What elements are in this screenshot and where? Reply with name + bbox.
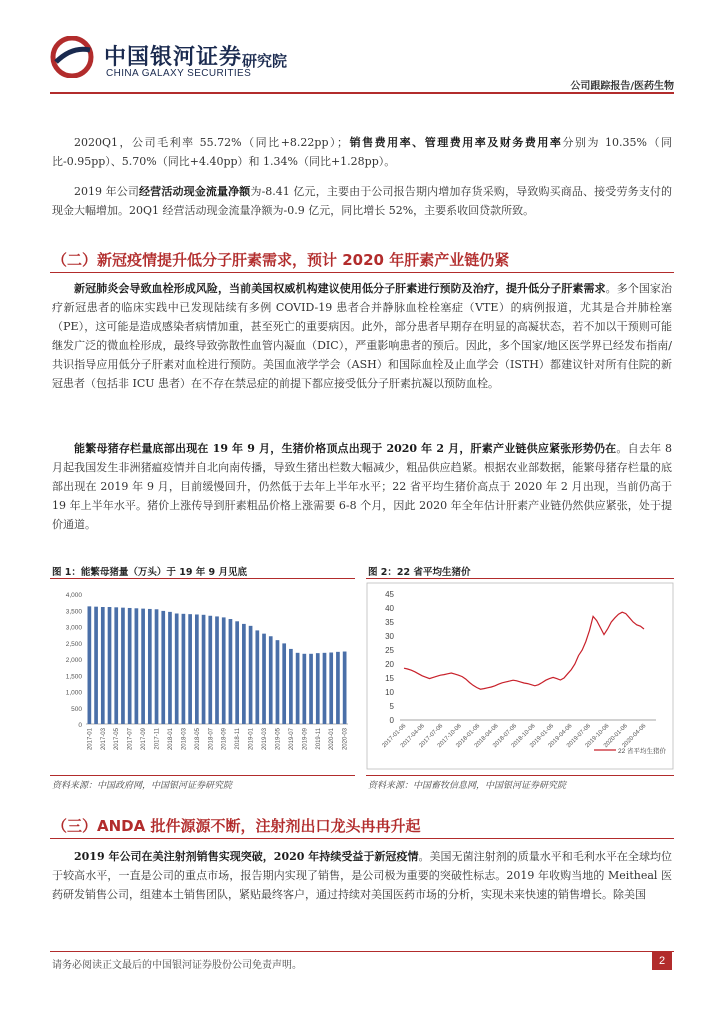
x-tick-label: 2019-10-06 — [584, 723, 611, 750]
bar — [323, 653, 327, 724]
y-tick-label: 2,500 — [65, 640, 82, 648]
bar — [336, 652, 340, 724]
y-tick-label: 35 — [385, 618, 394, 627]
bar — [101, 607, 105, 724]
report-category: 公司跟踪报告/医药生物 — [570, 81, 674, 92]
y-tick-label: 4,000 — [65, 592, 82, 599]
y-tick-label: 1,000 — [65, 689, 82, 697]
bar — [296, 653, 300, 724]
x-tick-label: 2018-01-06 — [455, 723, 482, 750]
bar — [168, 612, 172, 724]
x-tick-label: 2019-11 — [315, 728, 322, 750]
company-name-en: CHINA GALAXY SECURITIES — [106, 68, 252, 79]
bar — [175, 614, 179, 725]
x-tick-label: 2018-07-06 — [492, 723, 519, 750]
figure-2-source: 资料来源：中国畜牧信息网，中国银河证券研究院 — [368, 781, 567, 791]
series-line — [404, 612, 644, 689]
section-2-heading: （二）新冠疫情提升低分子肝素需求，预计 2020 年肝素产业链仍紧 — [52, 251, 510, 269]
x-tick-label: 2017-07 — [127, 728, 134, 751]
y-tick-label: 5 — [389, 702, 394, 711]
y-tick-label: 30 — [385, 632, 394, 641]
x-tick-label: 2020-04-06 — [621, 723, 648, 750]
bar — [135, 608, 139, 724]
bar — [235, 621, 239, 724]
x-tick-label: 2018-01 — [167, 728, 174, 751]
footer-disclaimer: 请务必阅读正文最后的中国银河证券股份公司免责声明。 — [52, 960, 302, 971]
bar — [262, 634, 266, 724]
x-tick-label: 2019-03 — [262, 728, 269, 751]
bar — [141, 609, 145, 724]
x-tick-label: 2019-05 — [275, 728, 282, 751]
bar — [155, 609, 159, 724]
paragraph-pig-supply: 能繁母猪存栏量底部出现在 19 年 9 月，生猪价格顶点出现于 2020 年 2 月，肝素产业链供应紧张形势仍在。自去年 8 月起我国发生非洲猪瘟疫情并自北向南传播，导致生猪出栏数大幅减少，粗品供应趋紧。根据农业部数据，能繁母猪存栏量的底部出现在 2019 年 9 月，目前缓慢回升，仍然低于去年上半年水平；22 省平均生猪价高点于 2020 年 2 月出现，当前仍高于 19 年上半年水平。猪价上涨传导到肝素粗品价格上涨需要 6-8 个月，因此 2020 年全年估计肝素产业链仍然供应紧张，处于提价通道。 — [52, 442, 672, 531]
bar — [229, 619, 233, 724]
bar — [329, 653, 333, 725]
x-tick-label: 2017-01 — [87, 728, 94, 751]
footer-divider — [50, 951, 674, 952]
y-tick-label: 3,000 — [65, 624, 82, 632]
y-tick-label: 45 — [385, 590, 394, 599]
legend-label: 22 省平均生猪价 — [618, 748, 667, 755]
x-tick-label: 2018-09 — [221, 728, 228, 751]
x-tick-label: 2019-09 — [302, 728, 309, 751]
company-name-cn: 中国银河证券 — [104, 45, 243, 70]
bar — [269, 636, 273, 724]
institute-label: 研究院 — [242, 52, 288, 70]
y-tick-label: 0 — [389, 716, 394, 725]
y-tick-label: 3,500 — [65, 608, 82, 616]
bar — [88, 606, 92, 724]
x-tick-label: 2017-05 — [114, 728, 121, 751]
x-tick-label: 2019-01 — [248, 728, 255, 751]
figure-2-title-line — [366, 578, 674, 579]
figure-1-chart — [50, 582, 355, 770]
bar — [114, 607, 118, 724]
y-tick-label: 2,000 — [65, 657, 82, 664]
figure-1-source-line — [50, 775, 355, 776]
bar — [282, 643, 286, 724]
bar — [188, 614, 192, 724]
y-tick-label: 10 — [385, 688, 394, 697]
section-2-divider — [50, 272, 674, 273]
bar — [202, 615, 206, 724]
bar — [182, 614, 186, 724]
x-tick-label: 2017-03 — [100, 728, 107, 751]
figure-1-source: 资料来源：中国政府网，中国银河证券研究院 — [52, 781, 233, 791]
x-tick-label: 2019-07-06 — [566, 723, 593, 750]
y-tick-label: 15 — [385, 674, 394, 683]
x-tick-label: 2018-07 — [208, 728, 215, 751]
figure-1-title: 图 1：能繁母猪量（万头）于 19 年 9 月见底 — [52, 567, 247, 578]
y-tick-label: 25 — [385, 646, 394, 655]
y-tick-label: 0 — [78, 722, 82, 729]
x-tick-label: 2018-10-06 — [510, 723, 537, 750]
x-tick-label: 2020-03 — [342, 728, 349, 751]
bar — [289, 649, 293, 724]
bar — [195, 614, 199, 724]
bar — [222, 617, 226, 724]
figure-2-title: 图 2：22 省平均生猪价 — [368, 567, 471, 578]
x-tick-label: 2017-09 — [141, 728, 148, 751]
paragraph-anda: 2019 年公司在美注射剂销售实现突破，2020 年持续受益于新冠疫情。美国无菌注射剂的质量水平和毛利水平在全球均位于较高水平，一直是公司的重点市场，报告期内实现了销售，是公司极为重要的突破性标志。2019 年收购当地的 Meitheal 医药研发销售公司，组建本土销售团队，紧贴最终客户，通过持续对美国医药市场的分析，实现未来快速的销售增长。除美国 — [52, 850, 672, 901]
x-tick-label: 2017-07-06 — [418, 723, 445, 750]
x-tick-label: 2020-01-06 — [602, 723, 629, 750]
bar — [316, 653, 320, 724]
bar — [215, 616, 219, 724]
bar — [242, 624, 246, 724]
y-tick-label: 20 — [385, 660, 394, 669]
x-tick-label: 2018-03 — [181, 728, 188, 751]
x-tick-label: 2020-01 — [329, 728, 336, 751]
bar — [309, 654, 313, 724]
header-divider — [50, 92, 674, 94]
x-tick-label: 2017-01-06 — [381, 723, 408, 750]
y-tick-label: 40 — [385, 604, 394, 613]
x-tick-label: 2018-11 — [235, 728, 242, 750]
bar — [249, 626, 253, 724]
paragraph-margins: 2020Q1，公司毛利率 55.72%（同比+8.22pp）；销售费用率、管理费用率及财务费用率分别为 10.35%（同比-0.95pp）、5.70%（同比+4.40pp）和 1.34%（同比+1.28pp）。 — [52, 136, 673, 168]
galaxy-logo-icon — [50, 36, 94, 78]
bar — [276, 640, 280, 724]
figure-2-chart — [366, 582, 674, 770]
x-tick-label: 2017-10-06 — [436, 723, 463, 750]
bar — [343, 652, 347, 724]
bar — [302, 654, 306, 724]
x-tick-label: 2017-04-06 — [399, 723, 426, 750]
x-tick-label: 2019-07 — [288, 728, 295, 751]
figure-1-title-line — [50, 578, 355, 579]
x-tick-label: 2019-04-06 — [547, 723, 574, 750]
x-tick-label: 2018-05 — [194, 728, 201, 751]
page-number: 2 — [652, 952, 672, 970]
figure-2-source-line — [366, 775, 674, 776]
bar — [94, 607, 98, 724]
x-tick-label: 2019-01-06 — [529, 723, 556, 750]
section-3-heading: （三）ANDA 批件源源不断，注射剂出口龙头冉冉升起 — [52, 817, 421, 835]
bar — [161, 611, 165, 724]
bar — [208, 616, 212, 724]
bar — [255, 630, 259, 724]
x-tick-label: 2017-11 — [154, 728, 161, 750]
bar — [121, 608, 125, 724]
paragraph-cashflow: 2019 年公司经营活动现金流量净额为-8.41 亿元，主要由于公司报告期内增加存货采购，导致购买商品、接受劳务支付的现金大幅增加。20Q1 经营活动现金流量净额为-0.9 亿元，同比增长 52%，主要系收回贷款所致。 — [52, 185, 672, 217]
y-tick-label: 500 — [71, 705, 82, 713]
bar — [148, 609, 152, 724]
section-3-divider — [50, 838, 674, 839]
x-tick-label: 2018-04-06 — [473, 723, 500, 750]
y-tick-label: 1,500 — [65, 673, 82, 681]
bar — [128, 608, 132, 724]
bar — [108, 607, 112, 724]
paragraph-heparin-demand: 新冠肺炎会导致血栓形成风险，当前美国权威机构建议使用低分子肝素进行预防及治疗，提升低分子肝素需求。多个国家治疗新冠患者的临床实践中已发现陆续有多例 COVID-19 患者合并静脉血栓栓塞症（VTE）的病例报道，尤其是合并肺栓塞（PE），这可能是造成感染者病情加重，甚至死亡的重要病因。此外，部分患者早期存在明显的高凝状态，若不加以干预则可能继发广泛的微血栓形成，最终导致弥散性血管内凝血（DIC），严重影响患者的预后。因此，多个国家/地区医学界已经发布指南/共识指导应用低分子肝素对血栓进行预防。美国血液学学会（ASH）和国际血栓及止血学会（ISTH）都建议针对所有住院的新冠患者（包括非 ICU 患者）在不存在禁忌症的前提下都应接受低分子肝素抗凝以预防血栓。 — [52, 282, 673, 390]
